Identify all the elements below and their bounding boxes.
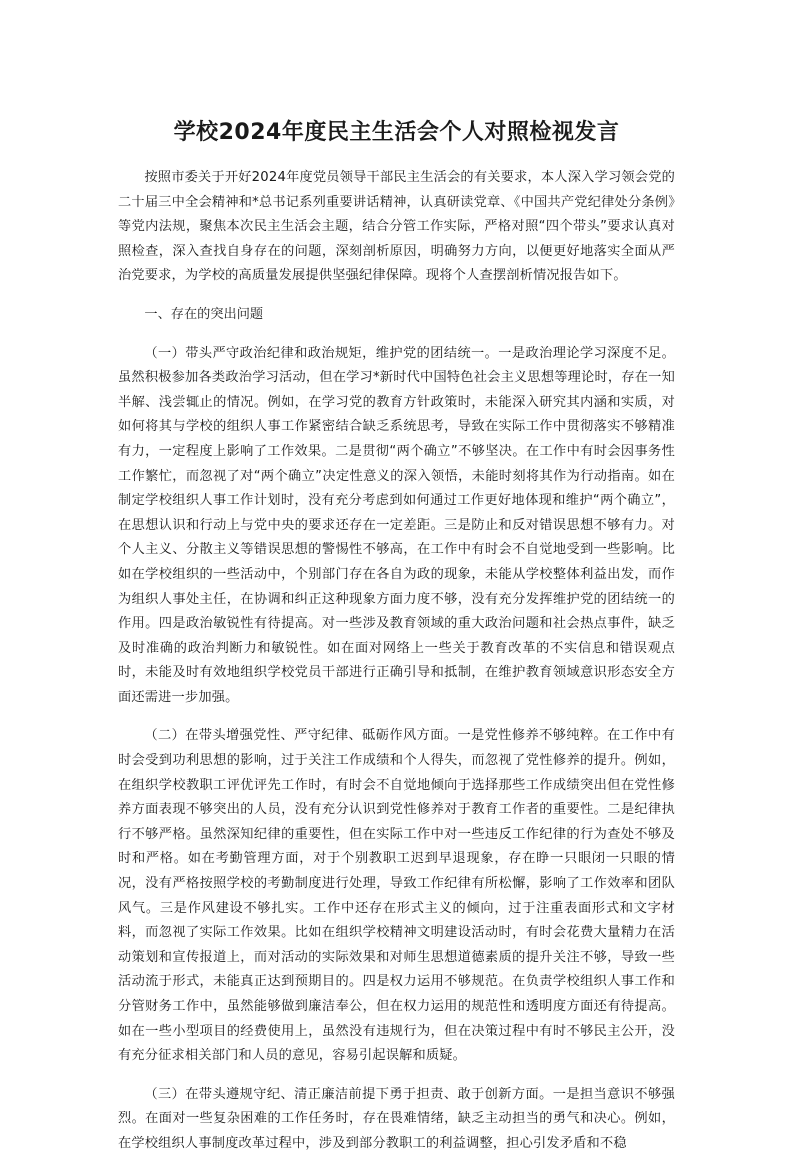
section-heading: 一、存在的突出问题: [144, 306, 264, 322]
document-title: 学校2024年度民主生活会个人对照检视发言: [173, 120, 620, 145]
body-paragraph-3: （三）在带头遵规守纪、清正廉洁前提下勇于担责、敢于创新方面。一是担当意识不够强烈。在面对一些复杂困难的工作任务时，存在畏难情绪，缺乏主动担当的勇气和决心。例如，在学校组织人事制度改革过程中，涉及到部分教职工的利益调整，担心引发矛盾和不稳: [118, 1086, 675, 1151]
body-paragraph-1: （一）带头严守政治纪律和政治规矩，维护党的团结统一。一是政治理论学习深度不足。虽然积极参加各类政治学习活动，但在学习*新时代中国特色社会主义思想等理论时，存在一知半解、浅尝辄止的情况。例如，在学习党的教育方针政策时，未能深入研究其内涵和实质，对如何将其与学校的组织人事工作紧密结合缺乏系统思考，导致在实际工作中贯彻落实不够精准有力，一定程度上影响了工作效果。二是贯彻“两个确立”不够坚决。在工作中有时会因事务性工作繁忙，而忽视了对“两个确立”决定性意义的深入领悟，未能时刻将其作为行动指南。如在制定学校组织人事工作计划时，没有充分考虑到如何通过工作更好地体现和维护“两个确立”，在思想认识和行动上与党中央的要求还存在一定差距。三是防止和反对错误思想不够有力。对个人主义、分散主义等错误思想的警惕性不够高，在工作中有时会不自觉地受到一些影响。比如在学校组织的一些活动中，个别部门存在各自为政的现象，未能从学校整体利益出发，而作为组织人事处主任，在协调和纠正这种现象方面力度不够，没有充分发挥维护党的团结统一的作用。四是政治敏锐性有待提高。对一些涉及教育领域的重大政治问题和社会热点事件，缺乏及时准确的政治判断力和敏锐性。如在面对网络上一些关于教育改革的不实信息和错误观点时，未能及时有效地组织学校党员干部进行正确引导和抵制，在维护教育领域意识形态安全方面还需进一步加强。: [118, 345, 675, 705]
body-paragraph-2: （二）在带头增强党性、严守纪律、砥砺作风方面。一是党性修养不够纯粹。在工作中有时会受到功利思想的影响，过于关注工作成绩和个人得失，而忽视了党性修养的提升。例如，在组织学校教职工评优评先工作时，有时会不自觉地倾向于选择那些工作成绩突出但在党性修养方面表现不够突出的人员，没有充分认识到党性修养对于教育工作者的重要性。二是纪律执行不够严格。虽然深知纪律的重要性，但在实际工作中对一些违反工作纪律的行为查处不够及时和严格。如在考勤管理方面，对于个别教职工迟到早退现象，存在睁一只眼闭一只眼的情况，没有严格按照学校的考勤制度进行处理，导致工作纪律有所松懈，影响了工作效率和团队风气。三是作风建设不够扎实。工作中还存在形式主义的倾向，过于注重表面形式和文字材料，而忽视了实际工作效果。比如在组织学校精神文明建设活动时，有时会花费大量精力在活动策划和宣传报道上，而对活动的实际效果和对师生思想道德素质的提升关注不够，导致一些活动流于形式，未能真正达到预期目的。四是权力运用不够规范。在负责学校组织人事工作和分管财务工作中，虽然能够做到廉洁奉公，但在权力运用的规范性和透明度方面还有待提高。如在一些小型项目的经费使用上，虽然没有违规行为，但在决策过程中有时不够民主公开，没有充分征求相关部门和人员的意见，容易引起误解和质疑。: [118, 728, 675, 1064]
intro-paragraph: 按照市委关于开好2024年度党员领导干部民主生活会的有关要求，本人深入学习领会党的二十届三中全会精神和*总书记系列重要讲话精神，认真研读党章、《中国共产党纪律处分条例》等党内法规，聚焦本次民主生活会主题，结合分管工作实际，严格对照“四个带头”要求认真对照检查，深入查找自身存在的问题，深刻剖析原因，明确努力方向，以便更好地落实全面从严治党要求，为学校的高质量发展提供坚强纪律保障。现将个人查摆剖析情况报告如下。: [118, 170, 675, 284]
